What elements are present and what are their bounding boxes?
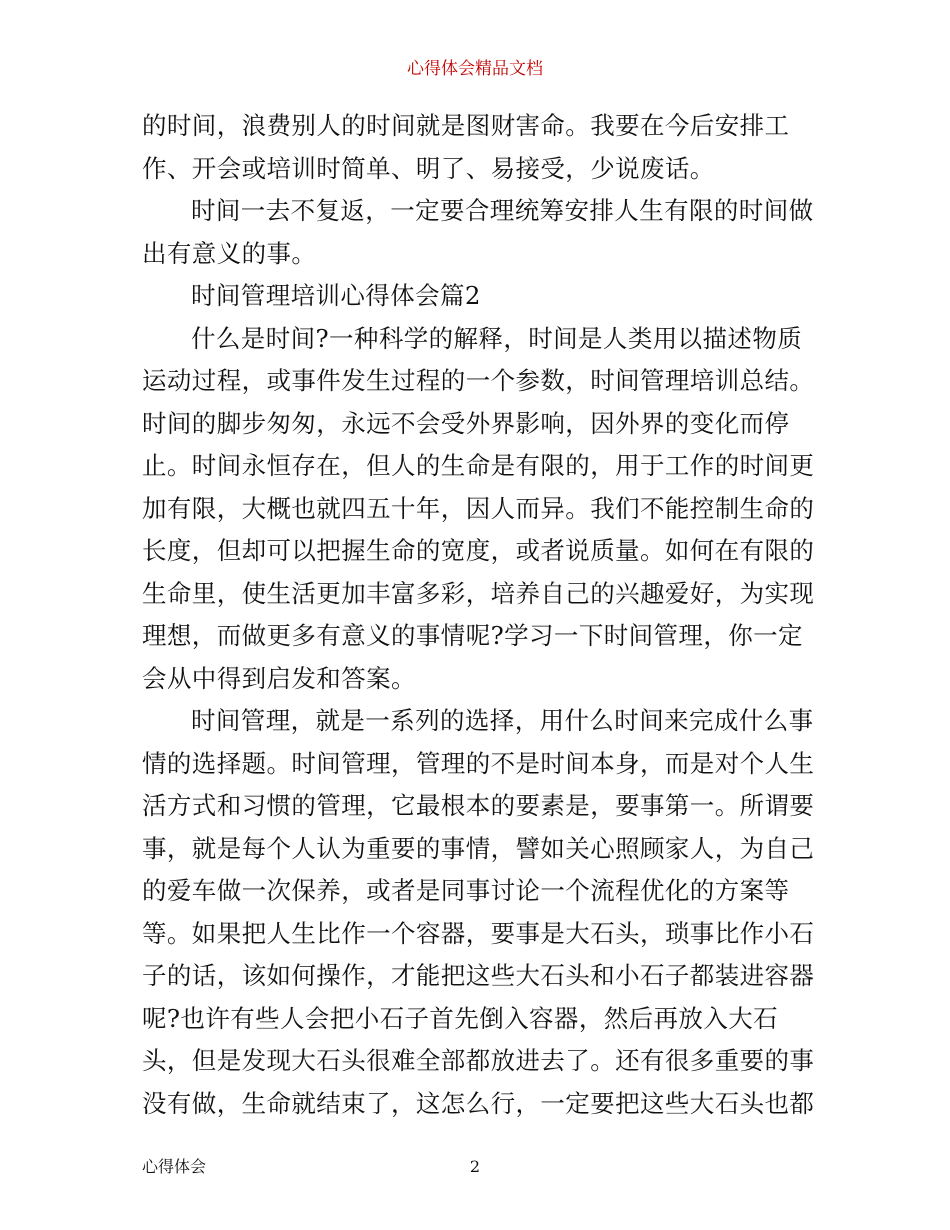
text-line: 出有意义的事。 bbox=[142, 238, 317, 268]
text-line: 没有做，生命就结束了，这怎么行，一定要把这些大石头也都 bbox=[142, 1088, 815, 1118]
text-line: 情的选择题。时间管理，管理的不是时间本身，而是对个人生 bbox=[142, 748, 815, 778]
text-line: 止。时间永恒存在，但人的生命是有限的，用于工作的时间更 bbox=[142, 451, 815, 480]
text-line: 生命里，使生活更加丰富多彩，培养自己的兴趣爱好，为实现 bbox=[142, 578, 815, 608]
header-title: 心得体会精品文档 bbox=[407, 59, 543, 79]
text-line: 加有限，大概也就四五十年，因人而异。我们不能控制生命的 bbox=[142, 493, 815, 523]
paragraph-start-line: 什么是时间?一种科学的解释，时间是人类用以描述物质 bbox=[191, 323, 803, 353]
text-line: 活方式和习惯的管理，它最根本的要素是，要事第一。所谓要 bbox=[142, 791, 815, 820]
section-heading: 时间管理培训心得体会篇2 bbox=[191, 281, 481, 310]
text-line: 会从中得到启发和答案。 bbox=[142, 663, 416, 693]
text-line: 呢?也许有些人会把小石子首先倒入容器，然后再放入大石 bbox=[142, 1003, 779, 1033]
text-line: 子的话，该如何操作，才能把这些大石头和小石子都装进容器 bbox=[142, 961, 815, 990]
text-line: 作、开会或培训时简单、明了、易接受，少说废话。 bbox=[142, 153, 715, 183]
paragraph-start-line: 时间管理，就是一系列的选择，用什么时间来完成什么事 bbox=[191, 706, 814, 735]
text-line: 等。如果把人生比作一个容器，要事是大石头，琐事比作小石 bbox=[142, 918, 815, 948]
text-line: 长度，但却可以把握生命的宽度，或者说质量。如何在有限的 bbox=[142, 536, 815, 565]
text-line: 事，就是每个人认为重要的事情，譬如关心照顾家人，为自己 bbox=[142, 833, 815, 863]
paragraph-start-line: 时间一去不复返，一定要合理统筹安排人生有限的时间做 bbox=[191, 196, 814, 225]
page-number: 2 bbox=[469, 1157, 481, 1176]
text-line: 头，但是发现大石头很难全部都放进去了。还有很多重要的事 bbox=[142, 1046, 815, 1075]
footer-label: 心得体会 bbox=[142, 1157, 207, 1176]
text-line: 的爱车做一次保养，或者是同事讨论一个流程优化的方案等 bbox=[142, 876, 790, 905]
text-line: 理想，而做更多有意义的事情呢?学习一下时间管理，你一定 bbox=[142, 621, 803, 650]
text-line: 运动过程，或事件发生过程的一个参数，时间管理培训总结。 bbox=[142, 366, 815, 395]
text-line: 的时间，浪费别人的时间就是图财害命。我要在今后安排工 bbox=[142, 111, 790, 140]
text-line: 时间的脚步匆匆，永远不会受外界影响，因外界的变化而停 bbox=[142, 408, 790, 438]
document-body bbox=[142, 105, 815, 1125]
